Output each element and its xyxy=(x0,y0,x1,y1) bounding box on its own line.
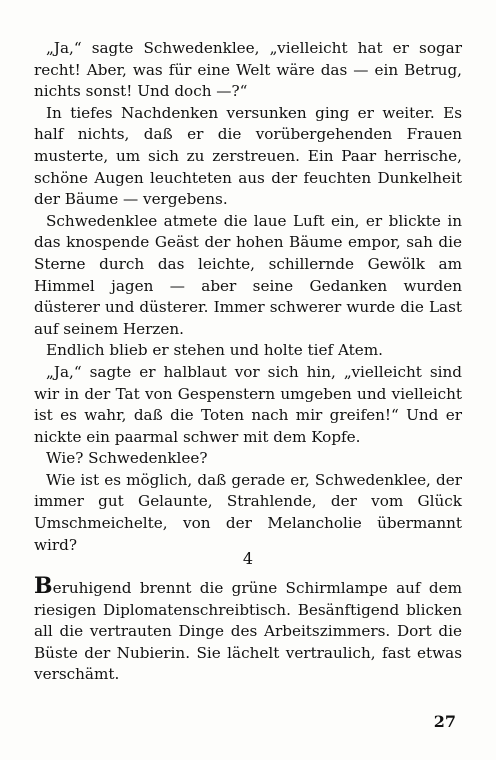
chapter-text xyxy=(34,38,462,556)
paragraph-1: „Ja,“ sagte Schwedenklee, „vielleicht hat er sogar recht! Aber, was für eine Welt wäre das — ein Betrug, nichts sonst! Und doch —?“ xyxy=(34,39,462,101)
section-text xyxy=(34,573,462,686)
paragraph-6: Wie? Schwedenklee? xyxy=(46,449,208,468)
paragraph-7: Wie ist es möglich, daß gerade er, Schwedenklee, der immer gut Gelaunte, Strahlende, der vom Glück Umschmeichelte, von der Melancholie übermannt wird? xyxy=(34,470,462,554)
paragraph-2: In tiefes Nachdenken versunken ging er weiter. Es half nichts, daß er die vorübergehenden Frauen musterte, um sich zu zerstreuen. Ein Paar herrische, schöne Augen leuchteten aus der feuchten Dunkelheit der Bäume — vergebens. xyxy=(34,103,462,209)
paragraph-5: „Ja,“ sagte er halblaut vor sich hin, „vielleicht sind wir in der Tat von Gespenstern umgeben und vielleicht ist es wahr, daß die Toten nach mir greifen!“ Und er nickte ein paarmal schwer mit dem Kopfe. xyxy=(34,362,462,446)
page-number: 27 xyxy=(433,712,456,731)
paragraph-4: Endlich blieb er stehen und holte tief Atem. xyxy=(46,341,383,360)
paragraph-3: Schwedenklee atmete die laue Luft ein, er blickte in das knospende Geäst der hohen Bäume empor, sah die Sterne durch das leichte, schillernde Gewölk am Himmel jagen — aber seine Gedanken wurden düsterer und düsterer. Immer schwerer wurde die Last auf seinem Herzen. xyxy=(34,211,462,338)
section-opening-text: eruhigend brennt die grüne Schirmlampe auf dem riesigen Diplomatenschreibtisch. Besänftigend blicken all die vertrauten Dinge des Arbeitszimmers. Dort die Büste der Nubierin. Sie lächelt vertraulich, fast etwas verschämt. xyxy=(34,579,462,684)
section-opening-paragraph xyxy=(34,573,462,686)
section-number: 4 xyxy=(242,549,254,568)
drop-cap-letter: B xyxy=(34,573,53,599)
